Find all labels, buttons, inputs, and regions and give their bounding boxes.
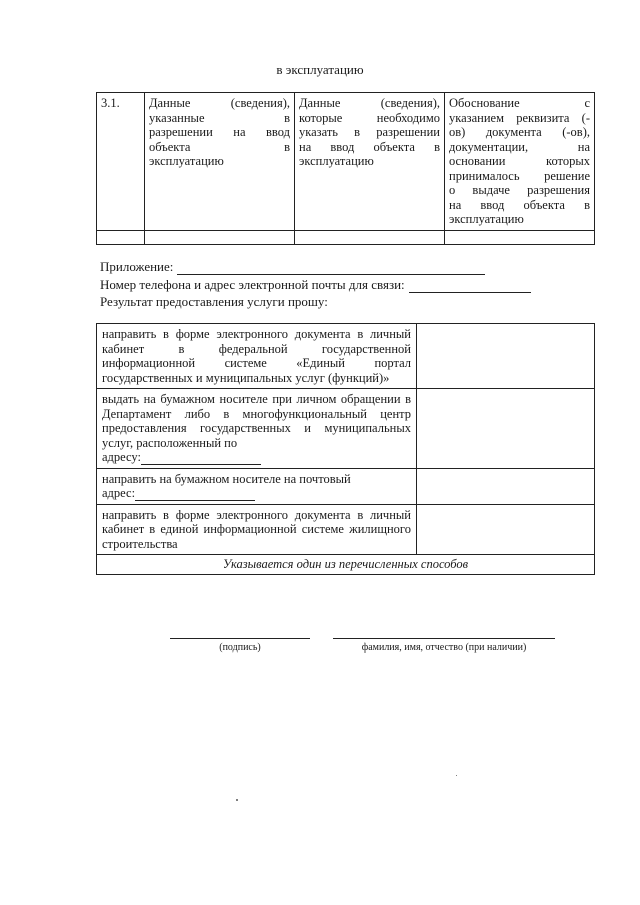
table-row bbox=[97, 93, 595, 231]
attachment-line bbox=[100, 259, 485, 275]
table-cell-empty[interactable] bbox=[445, 230, 595, 244]
postal-address-label: адрес: bbox=[102, 486, 136, 500]
option-postal-text: направить на бумажном носителе на почтовый bbox=[102, 471, 351, 486]
table-row-empty bbox=[97, 230, 595, 244]
address-label: адресу: bbox=[102, 450, 141, 464]
contact-label: Номер телефона и адрес электронной почты для связи: bbox=[100, 277, 405, 292]
table-row bbox=[97, 468, 595, 504]
attachment-label: Приложение: bbox=[100, 259, 174, 274]
option-portal-mark[interactable] bbox=[417, 324, 595, 389]
full-name-line[interactable] bbox=[333, 638, 555, 639]
result-label: Результат предоставления услуги прошу: bbox=[100, 294, 328, 309]
contact-line bbox=[100, 277, 531, 293]
column-header-justification: Обоснование с указанием реквизита (- ов) документа (-ов), документации, на основании которых принималось решение о выдаче разрешения на ввод объекта в эксплуатацию bbox=[445, 93, 595, 231]
row-number: 3.1. bbox=[97, 93, 145, 231]
table-cell-empty[interactable] bbox=[295, 230, 445, 244]
contact-field[interactable] bbox=[409, 279, 531, 293]
postal-address-field[interactable] bbox=[135, 489, 255, 501]
option-eisghs-mark[interactable] bbox=[417, 504, 595, 555]
table-row bbox=[97, 324, 595, 389]
option-postal bbox=[97, 468, 417, 504]
option-postal-mark[interactable] bbox=[417, 468, 595, 504]
options-note: Указывается один из перечисленных способов bbox=[97, 555, 595, 575]
table-row bbox=[97, 389, 595, 469]
delivery-options-table bbox=[96, 323, 595, 575]
column-header-specified-data: Данные (сведения), указанные в разрешении на ввод объекта в эксплуатацию bbox=[145, 93, 295, 231]
scan-speck bbox=[236, 799, 238, 801]
page-header-continuation: в эксплуатацию bbox=[276, 62, 364, 77]
attachment-field[interactable] bbox=[177, 261, 485, 275]
full-name-label: фамилия, имя, отчество (при наличии) bbox=[361, 642, 527, 653]
option-paper-in-person-mark[interactable] bbox=[417, 389, 595, 469]
table-cell-empty[interactable] bbox=[97, 230, 145, 244]
table-row bbox=[97, 555, 595, 575]
object-data-table bbox=[96, 92, 595, 245]
option-paper-in-person bbox=[97, 389, 417, 469]
option-paper-in-person-text: выдать на бумажном носителе при личном обращении в Департамент либо в многофункциональный центр предоставления государственных и муниципальных услуг, расположенный по bbox=[102, 392, 411, 450]
signature-label: (подпись) bbox=[219, 642, 261, 653]
table-row bbox=[97, 504, 595, 555]
signature-line[interactable] bbox=[170, 638, 310, 639]
option-eisghs-text: направить в форме электронного документа в личный кабинет в единой информационной системе жилищного строительства bbox=[97, 504, 417, 555]
scan-speck bbox=[456, 775, 457, 776]
table-cell-empty[interactable] bbox=[145, 230, 295, 244]
address-field[interactable] bbox=[141, 453, 261, 465]
column-header-required-data: Данные (сведения), которые необходимо указать в разрешении на ввод объекта в эксплуатацию bbox=[295, 93, 445, 231]
option-portal-text: направить в форме электронного документа в личный кабинет в федеральной государственной информационной системе «Единый портал государственных и муниципальных услуг (функций)» bbox=[97, 324, 417, 389]
